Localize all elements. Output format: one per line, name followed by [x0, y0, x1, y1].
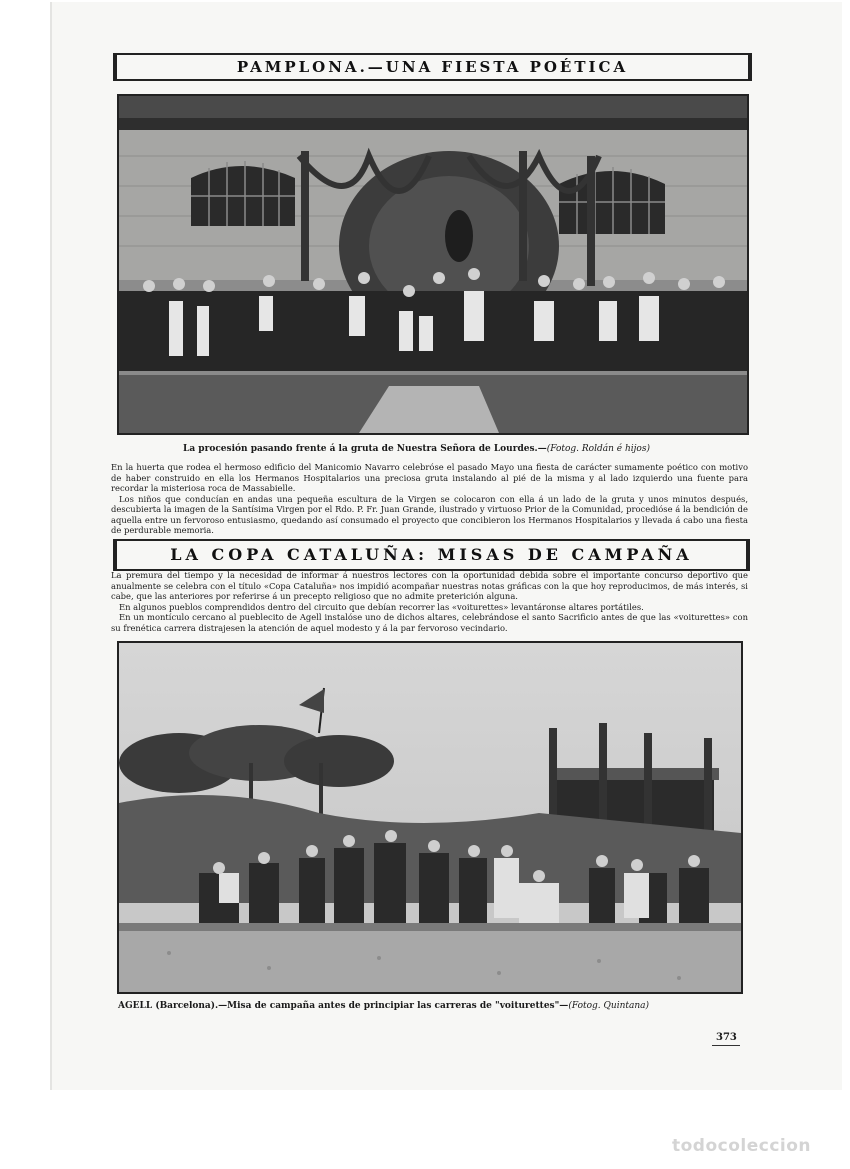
watermark: todocoleccion [672, 1136, 812, 1156]
photo-credit: (Fotog. Quintana) [568, 1001, 650, 1011]
article-heading-pamplona: PAMPLONA.—UNA FIESTA POÉTICA [113, 53, 752, 81]
procession-photo [117, 94, 749, 435]
photo-credit: (Fotog. Roldán é hijos) [546, 444, 650, 454]
page-number-rule [712, 1045, 740, 1046]
body-paragraph: En la huerta que rodea el hermoso edificio del Manicomio Navarro celebróse el pasado Mayo una fiesta de carácter sumamente poético con motivo de haber construido en ella los Hermanos Hospitalarios una preciosa gruta instalando al pié de la misma y al lado izquierdo una fuente para recordar la misteriosa roca de Massabielle. Los niños que conducían en andas una pequeña escultura de la Virgen se colocaron con ella á un lado de la gruta y unos minutos después, descubierta la imagen de la Santísima Virgen por el Rdo. P. Fr. Juan Grande, ilustrado y virtuoso Prior de la Comunidad, procedióse á la bendición de aquella entre un fervoroso entusiasmo, quedando así consumado el proyecto que concibieron los Hermanos Hospitalarios y llevada á cabo una fiesta de perdurable memoria. [111, 462, 748, 535]
body-paragraph: La premura del tiempo y la necesidad de informar á nuestros lectores con la oportunidad debida sobre el importante concurso deportivo que anualmente se celebra con el título «Copa Cataluña» nos impidió acompañar nuestras notas gráficas con la que hoy reproducimos, de más interés, si cabe, que las anteriores por referirse á un precepto religioso que no admite preterición alguna. En algunos pueblos comprendidos dentro del circuito que debían recorrer las «voiturettes» levantáronse altares portátiles. En un montículo cercano al pueblecito de Agell instalóse uno de dichos altares, celebrándose el santo Sacrificio antes de que las «voiturettes» con su frenética carrera distrajesen la atención de aquel modesto y á la par fervoroso vecindario. [111, 570, 748, 633]
procession-caption [183, 444, 650, 454]
page-number: 373 [716, 1032, 737, 1043]
caption-title: AGELL (Barcelona).—Misa de campaña antes de principiar las carreras de "voiturettes"— [118, 1001, 569, 1011]
field-mass-photo [117, 641, 743, 994]
field-mass-caption [118, 1001, 649, 1011]
caption-title: La procesión pasando frente á la gruta de Nuestra Señora de Lourdes.— [183, 444, 547, 454]
article-heading-copa-cataluna: LA COPA CATALUÑA: MISAS DE CAMPAÑA [113, 539, 750, 571]
